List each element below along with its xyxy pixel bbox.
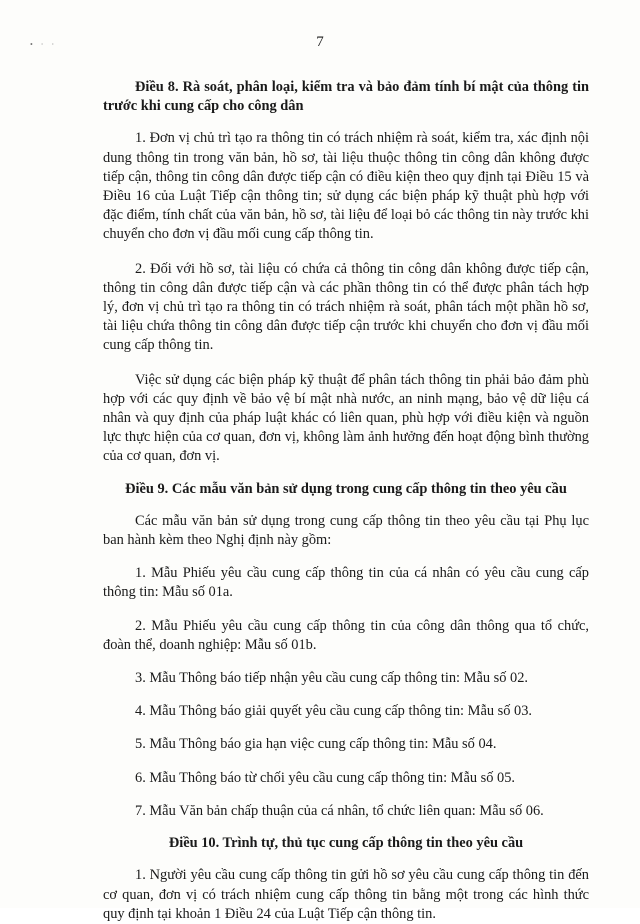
article-8-paragraph-2: 2. Đối với hồ sơ, tài liệu có chứa cả thông tin công dân không được tiếp cận, thông tin công dân được tiếp cận và các phần thông tin có thể được phân tách hợp lý, đơn vị chủ trì tạo ra thông tin có trách nhiệm rà soát, phân tách một phần hồ sơ, tài liệu chứa thông tin công dân được tiếp cận trước khi chuyển cho đơn vị đầu mối cung cấp thông tin. (103, 260, 589, 354)
article-9-item-4: 4. Mẫu Thông báo giải quyết yêu cầu cung cấp thông tin: Mẫu số 03. (135, 703, 532, 720)
article-10-paragraph-1: 1. Người yêu cầu cung cấp thông tin gửi hồ sơ yêu cầu cung cấp thông tin đến cơ quan, đơn vị có trách nhiệm cung cấp thông tin bằng một trong các hình thức quy định tại khoản 1 Điều 24 của Luật Tiếp cận thông tin. (103, 867, 589, 922)
article-9-item-2: 2. Mẫu Phiếu yêu cầu cung cấp thông tin của công dân thông qua tổ chức, đoàn thể, doanh nghiệp: Mẫu số 01b. (103, 617, 589, 653)
page-number: 7 (316, 34, 324, 50)
document-body (103, 78, 589, 924)
article-8-heading: Điều 8. Rà soát, phân loại, kiểm tra và bảo đảm tính bí mật của thông tin trước khi cung cấp cho công dân (103, 79, 589, 115)
scan-specks: • · · (30, 40, 58, 49)
article-8-paragraph-1: 1. Đơn vị chủ trì tạo ra thông tin có trách nhiệm rà soát, kiểm tra, xác định nội dung thông tin trong văn bản, hồ sơ, tài liệu thuộc thông tin công dân không được tiếp cận, thông tin công dân được tiếp cận có điều kiện theo quy định tại Điều 15 và Điều 16 của Luật Tiếp cận thông tin; sử dụng các biện pháp kỹ thuật phù hợp với đặc điểm, tính chất của văn bản, hồ sơ, tài liệu để loại bỏ các thông tin này trước khi chuyển cho đơn vị đầu mối cung cấp thông tin. (103, 130, 589, 243)
article-9-intro: Các mẫu văn bản sử dụng trong cung cấp thông tin theo yêu cầu tại Phụ lục ban hành kèm theo Nghị định này gồm: (103, 512, 589, 549)
article-9-item-3: 3. Mẫu Thông báo tiếp nhận yêu cầu cung cấp thông tin: Mẫu số 02. (135, 670, 529, 687)
article-9-item-6: 6. Mẫu Thông báo từ chối yêu cầu cung cấp thông tin: Mẫu số 05. (135, 769, 516, 786)
article-10-heading: Điều 10. Trình tự, thủ tục cung cấp thông tin theo yêu cầu (168, 835, 524, 852)
article-8-paragraph-3: Việc sử dụng các biện pháp kỹ thuật để phân tách thông tin phải bảo đảm phù hợp với các quy định về bảo vệ bí mật nhà nước, an ninh mạng, bảo vệ dữ liệu cá nhân và quy định của pháp luật khác có liên quan, phù hợp với điều kiện và nguồn lực thực hiện của cơ quan, đơn vị, không làm ảnh hưởng đến hoạt động bình thường của cơ quan, đơn vị. (103, 371, 589, 465)
article-9-item-5: 5. Mẫu Thông báo gia hạn việc cung cấp thông tin: Mẫu số 04. (135, 736, 497, 753)
article-9-heading: Điều 9. Các mẫu văn bản sử dụng trong cung cấp thông tin theo yêu cầu (125, 480, 567, 497)
article-9-item-7: 7. Mẫu Văn bản chấp thuận của cá nhân, tổ chức liên quan: Mẫu số 06. (135, 802, 544, 819)
article-9-item-1: 1. Mẫu Phiếu yêu cầu cung cấp thông tin của cá nhân có yêu cầu cung cấp thông tin: Mẫu số 01a. (103, 565, 589, 601)
